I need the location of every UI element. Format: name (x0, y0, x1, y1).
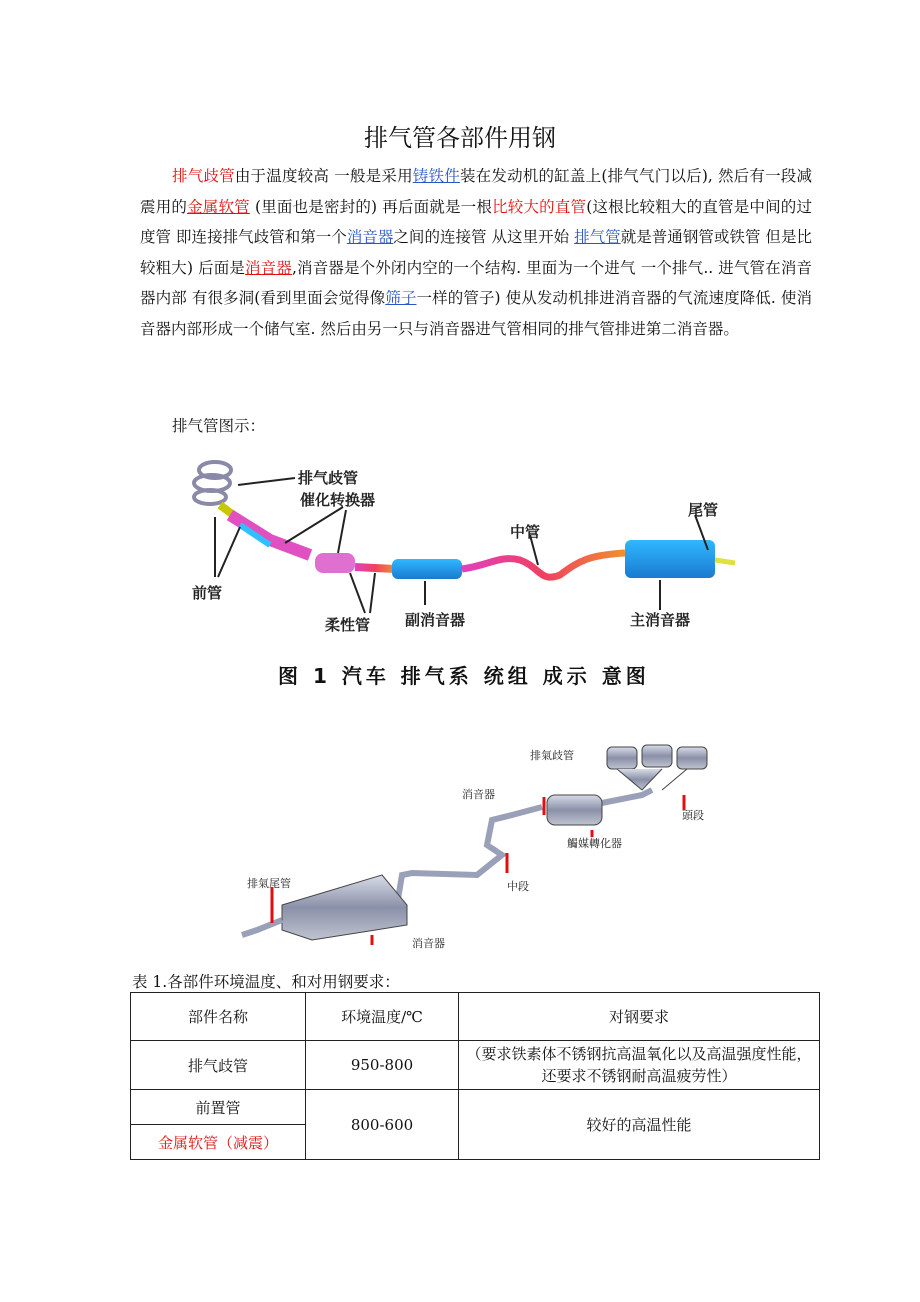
paragraph-text: (里面也是密封的) 再后面就是一根 (249, 197, 493, 216)
figure1-caption: 图 1 汽车 排气系 统组 成示 意图 (278, 664, 650, 688)
paragraph-text: 一样的管子) 使从发动机排进消音器的气流速度降低. 使消音器内部形成一个储气室. 然后由另一只与消音器进气管相同的排气管排进第二消音器。 (140, 289, 812, 338)
paragraph-link[interactable]: 金属软管 (187, 197, 250, 216)
table-row (131, 1090, 820, 1125)
table-row (131, 1041, 820, 1090)
header-part-name: 部件名称 (131, 993, 306, 1041)
paragraph-text: 由于温度较高 一般是采用 (234, 167, 413, 185)
paragraph-link[interactable]: 消音器 (245, 258, 292, 277)
fig1-label-catalyst: 催化转换器 (300, 491, 376, 509)
fig2-label-muffler-bottom: 消音器 (412, 937, 445, 950)
paragraph-text: ,消音器是个外闭内空的一个结构. 里面为一个进气 一个排气.. 进气管在消音器内部 有很多洞(看到里面会觉得像 (140, 258, 812, 308)
fig2-label-tail: 排氣尾管 (247, 877, 291, 890)
fig2-label-muffler-top: 消音器 (462, 788, 495, 801)
main-muffler-shape (625, 540, 715, 578)
steel-requirements-table (130, 992, 820, 1160)
paragraph-link[interactable]: 铸铁件 (412, 167, 460, 185)
catalyst-shape (315, 553, 355, 573)
cell-requirement: （要求铁素体不锈钢抗高温氧化以及高温强度性能，还要求不锈钢耐高温疲劳性） (459, 1041, 820, 1090)
fig2-label-manifold: 排氣歧管 (530, 749, 574, 762)
exhaust-system-diagram-1 (160, 445, 760, 645)
table-header-row (131, 993, 820, 1041)
paragraph-text: 排气歧管 (172, 167, 235, 185)
exhaust-system-diagram-2 (222, 735, 742, 960)
paragraph-text: 就是普通钢管或铁管 但是比较粗大) 后面是 (140, 228, 812, 277)
fig2-label-middle: 中段 (507, 880, 529, 893)
fig1-label-main-muffler: 主消音器 (630, 611, 691, 629)
body-paragraph (140, 161, 812, 345)
muffler-shape-2 (282, 875, 407, 940)
cell-requirement: 较好的高温性能 (459, 1090, 820, 1160)
paragraph-text: 比较大的直管 (492, 197, 587, 216)
paragraph-link[interactable]: 消音器 (346, 228, 394, 247)
cell-part-name: 前置管 (131, 1090, 306, 1125)
paragraph-link[interactable]: 排气管 (574, 228, 621, 247)
table-caption: 表 1.各部件环境温度、和对用钢要求： (132, 973, 400, 991)
cell-temperature: 950-800 (306, 1041, 459, 1090)
mid-pipe-shape (462, 553, 625, 577)
cell-temperature: 800-600 (306, 1090, 459, 1160)
fig1-label-mid-pipe: 中管 (510, 523, 541, 541)
page-title: 排气管各部件用钢 (364, 124, 556, 152)
fig1-label-tail-pipe: 尾管 (688, 501, 719, 519)
fig1-label-flex-pipe: 柔性管 (325, 616, 371, 634)
figure-label: 排气管图示： (172, 417, 266, 435)
cell-part-name: 金属软管（减震） (131, 1125, 306, 1160)
paragraph-text: 装在发动机的缸盖上(排气气门以后), 然后有一段减震用的 (140, 167, 812, 216)
fig1-label-manifold: 排气歧管 (298, 469, 359, 487)
header-requirement: 对钢要求 (459, 993, 820, 1041)
fig1-label-sub-muffler: 副消音器 (405, 611, 466, 629)
sub-muffler-shape (392, 559, 462, 579)
paragraph-text: 之间的连接管 从这里开始 (393, 228, 575, 247)
paragraph-text: (这根比较粗大的直管是中间的过度管 即连接排气歧管和第一个 (140, 197, 812, 247)
header-temperature: 环境温度/℃ (306, 993, 459, 1041)
catalyst-shape-2 (547, 795, 602, 825)
paragraph-link[interactable]: 筛子 (385, 289, 417, 308)
manifold-shape-2 (607, 745, 707, 790)
cell-part-name: 排气歧管 (131, 1041, 306, 1090)
fig2-label-head: 頭段 (682, 809, 704, 822)
fig2-label-catalyst: 觸媒轉化器 (567, 837, 622, 850)
fig1-label-front-pipe: 前管 (192, 584, 223, 602)
